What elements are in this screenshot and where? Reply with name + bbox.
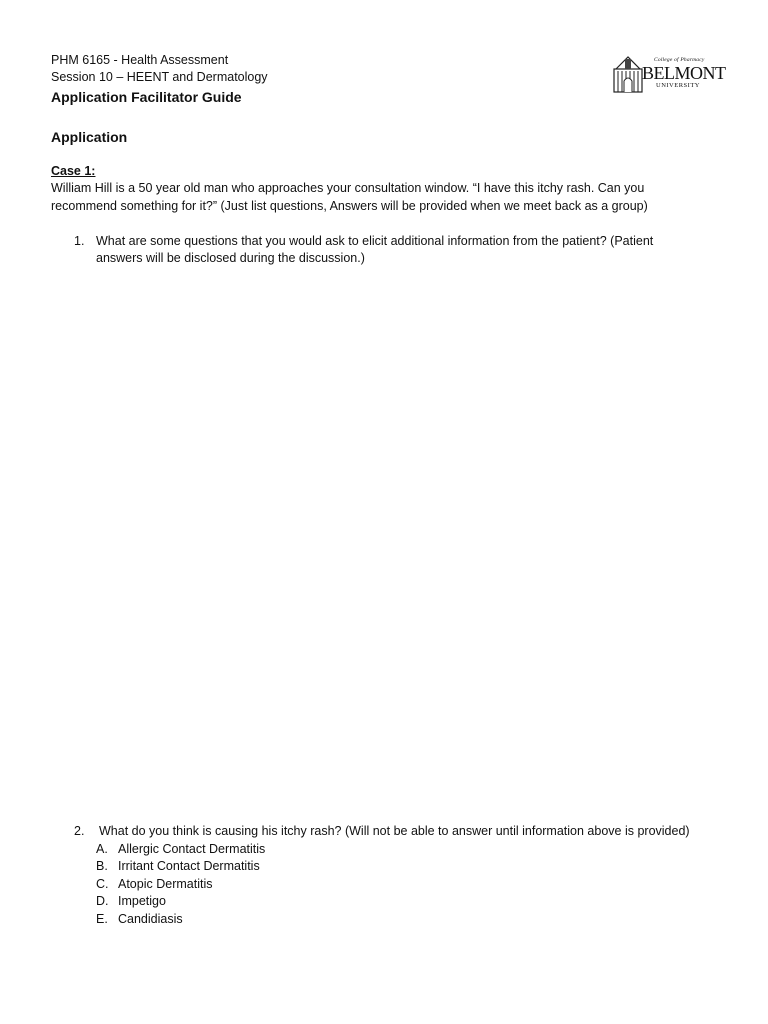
session-title: Session 10 – HEENT and Dermatology bbox=[51, 70, 268, 84]
option-text: Irritant Contact Dermatitis bbox=[118, 859, 260, 873]
option-letter: E. bbox=[96, 912, 108, 926]
question2-number: 2. bbox=[74, 824, 85, 838]
option-text: Impetigo bbox=[118, 894, 166, 908]
option-letter: D. bbox=[96, 894, 109, 908]
case-text-line1: William Hill is a 50 year old man who approaches your consultation window. “I have this itchy rash. Can you bbox=[51, 181, 645, 195]
belmont-logo bbox=[612, 55, 724, 95]
option-text: Candidiasis bbox=[118, 912, 183, 926]
question1-line2: answers will be disclosed during the discussion.) bbox=[96, 251, 365, 265]
guide-title: Application Facilitator Guide bbox=[51, 89, 242, 105]
option-letter: C. bbox=[96, 877, 109, 891]
section-title: Application bbox=[51, 129, 128, 145]
building-icon bbox=[612, 55, 644, 93]
option-letter: B. bbox=[96, 859, 108, 873]
question2-text: What do you think is causing his itchy rash? (Will not be able to answer until information above is provided) bbox=[99, 824, 690, 838]
case-label: Case 1: bbox=[51, 164, 96, 178]
question1-number: 1. bbox=[74, 234, 85, 248]
logo-name: BELMONT bbox=[642, 63, 726, 83]
course-title: PHM 6165 - Health Assessment bbox=[51, 53, 229, 67]
logo-college: College of Pharmacy bbox=[654, 57, 705, 63]
option-letter: A. bbox=[96, 842, 108, 856]
option-text: Atopic Dermatitis bbox=[118, 877, 213, 891]
option-text: Allergic Contact Dermatitis bbox=[118, 842, 266, 856]
question1-line1: What are some questions that you would ask to elicit additional information from the patient? (Patient bbox=[96, 234, 654, 248]
logo-university: UNIVERSITY bbox=[656, 82, 700, 89]
case-text-line2: recommend something for it?” (Just list questions, Answers will be provided when we meet back as a group) bbox=[51, 199, 648, 213]
